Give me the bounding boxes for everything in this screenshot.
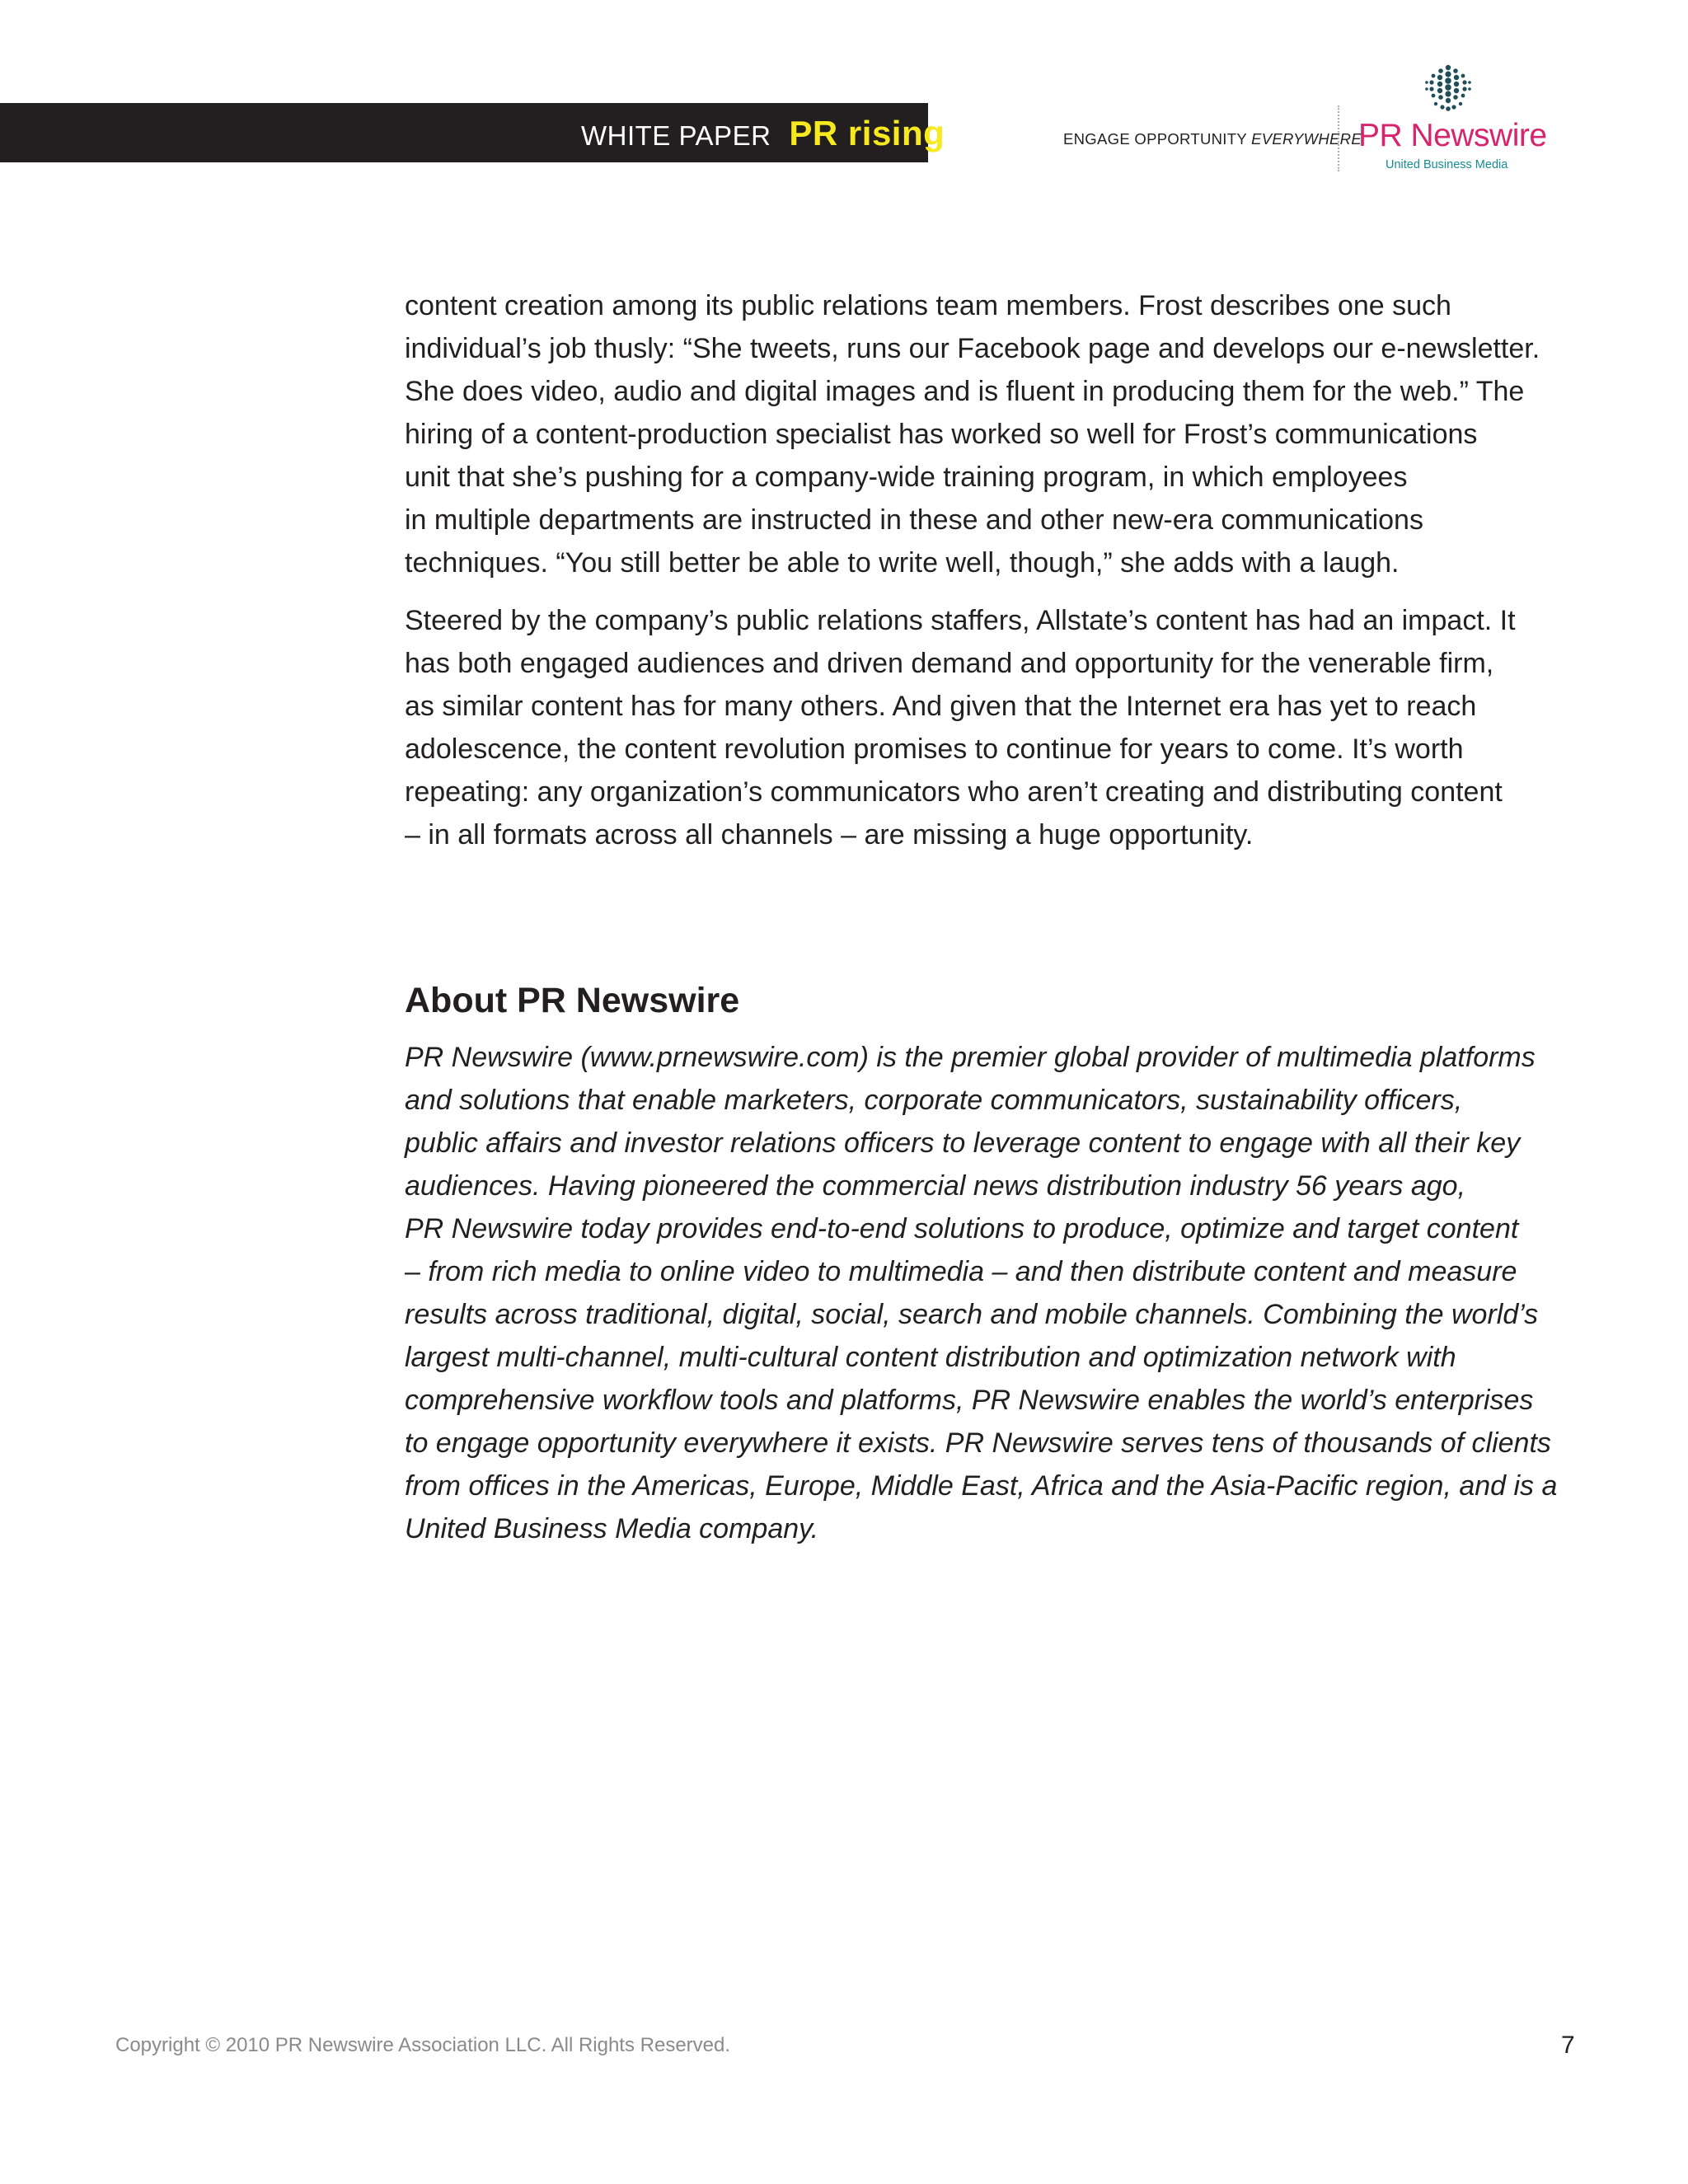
text-line: She does video, audio and digital images and is fluent in producing them for the web.” The [405, 376, 1525, 407]
body-paragraph-2 [405, 599, 1554, 856]
text-line: comprehensive workflow tools and platforms, PR Newswire enables the world’s enterprises [405, 1385, 1534, 1416]
text-line: has both engaged audiences and driven demand and opportunity for the venerable firm, [405, 648, 1494, 679]
text-line: audiences. Having pioneered the commercial news distribution industry 56 years ago, [405, 1170, 1466, 1202]
text-line: and solutions that enable marketers, corporate communicators, sustainability officers, [405, 1085, 1463, 1116]
logo-name: PR Newswire [1358, 118, 1547, 153]
tagline-italic: EVERYWHERE [1251, 130, 1362, 148]
text-line: hiring of a content-production specialist has worked so well for Frost’s communications [405, 419, 1478, 450]
text-line: from offices in the Americas, Europe, Middle East, Africa and the Asia-Pacific region, and is a [405, 1470, 1558, 1502]
text-line: unit that she’s pushing for a company-wide training program, in which employees [405, 462, 1408, 493]
footer-copyright: Copyright © 2010 PR Newswire Association LLC. All Rights Reserved. [115, 2034, 731, 2056]
text-line: results across traditional, digital, social, search and mobile channels. Combining the world’s [405, 1299, 1539, 1330]
text-line: – from rich media to online video to multimedia – and then distribute content and measure [405, 1256, 1517, 1287]
text-line: PR Newswire today provides end-to-end solutions to produce, optimize and target content [405, 1213, 1519, 1244]
text-line: techniques. “You still better be able to write well, though,” she adds with a laugh. [405, 547, 1400, 579]
text-line: PR Newswire (www.prnewswire.com) is the premier global provider of multimedia platforms [405, 1042, 1536, 1073]
tagline [1063, 130, 1362, 148]
text-line: individual’s job thusly: “She tweets, runs our Facebook page and develops our e-newsletter. [405, 333, 1540, 364]
header-label [581, 115, 945, 152]
about-paragraph [405, 1036, 1558, 1550]
doc-type-label: WHITE PAPER [581, 120, 771, 151]
page-number: 7 [1561, 2032, 1575, 2059]
dotted-globe-icon [1419, 64, 1477, 115]
text-line: repeating: any organization’s communicators who aren’t creating and distributing content [405, 776, 1503, 808]
doc-title: PR rising [789, 114, 945, 152]
text-line: in multiple departments are instructed in these and other new-era communications [405, 504, 1423, 536]
text-line: public affairs and investor relations officers to leverage content to engage with all their key [405, 1127, 1521, 1159]
about-heading: About PR Newswire [405, 981, 740, 1020]
main-content [405, 284, 1558, 1550]
logo-subtitle: United Business Media [1386, 158, 1508, 171]
text-line: as similar content has for many others. And given that the Internet era has yet to reach [405, 691, 1477, 722]
header-divider [1338, 105, 1339, 171]
text-line: Steered by the company’s public relations staffers, Allstate’s content has had an impact. It [405, 605, 1516, 636]
text-line: adolescence, the content revolution promises to continue for years to come. It’s worth [405, 733, 1464, 765]
text-line: to engage opportunity everywhere it exists. PR Newswire serves tens of thousands of clients [405, 1427, 1551, 1459]
text-line: – in all formats across all channels – are missing a huge opportunity. [405, 819, 1254, 851]
tagline-regular: ENGAGE OPPORTUNITY [1063, 130, 1252, 148]
body-paragraph-1 [405, 284, 1554, 584]
text-line: content creation among its public relations team members. Frost describes one such [405, 290, 1451, 321]
text-line: largest multi-channel, multi-cultural content distribution and optimization network with [405, 1342, 1456, 1373]
text-line: United Business Media company. [405, 1513, 819, 1544]
